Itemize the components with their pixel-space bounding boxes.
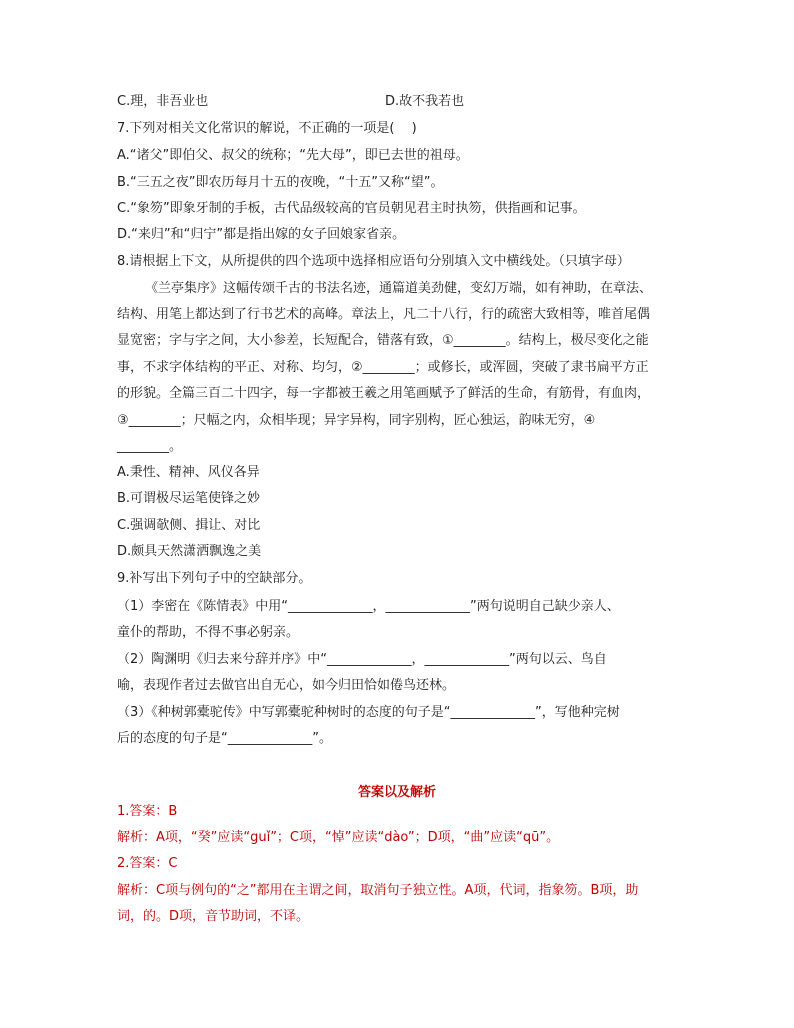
answers-title: 答案以及解析 xyxy=(357,785,436,800)
q9-item-line: 童仆的帮助，不得不事必躬亲。 xyxy=(117,625,300,640)
q8-passage-line: 《兰亭集序》这幅传颂千古的书法名迹，通篇道美劲健，变幻万端，如有神助，在章法、 xyxy=(145,281,653,296)
q6-option-c: C.理，非吾业也 xyxy=(117,94,209,109)
q8-passage-line: 的形貌。全篇三百二十四字，每一字都被王羲之用笔画赋予了鲜活的生命，有筋骨，有血肉， xyxy=(117,386,651,401)
q8-option-c: C.强调欹侧、揖让、对比 xyxy=(117,518,261,533)
q8-passage-line: 结构、用笔上都达到了行书艺术的高峰。章法上，凡二十八行，行的疏密大致相等，唯首尾偶 xyxy=(117,307,651,322)
q7-stem: 7.下列对相关文化常识的解说，不正确的一项是( ) xyxy=(117,121,417,136)
q8-option-d: D.颇具天然潇洒飘逸之美 xyxy=(117,544,262,559)
q8-passage-line: ③________；尺幅之内，众相毕现；异字异构，同字别构，匠心独运，韵味无穷，④ xyxy=(117,413,596,428)
q9-stem: 9.补写出下列句子中的空缺部分。 xyxy=(117,571,312,586)
q7-option-d: D.“来归”和“归宁”都是指出嫁的女子回娘家省亲。 xyxy=(117,227,406,242)
q8-passage-line: 显宽密；字与字之间，大小参差，长短配合，错落有致，①________。结构上，极尽变化之能 xyxy=(117,333,649,348)
explanation-2: 解析：C项与例句的“之”都用在主谓之间，取消句子独立性。A项，代词，指象笏。B项，助 xyxy=(117,883,639,898)
explanation-2-cont: 词，的。D项，音节助词，不译。 xyxy=(117,909,310,924)
q7-option-b: B.“三五之夜”即农历每月十五的夜晚，“十五”又称“望”。 xyxy=(117,175,444,190)
q7-option-a: A.“诸父”即伯父、叔父的统称；“先大母”，即已去世的祖母。 xyxy=(117,148,469,163)
q6-option-d: D.故不我若也 xyxy=(385,94,465,109)
q8-passage-line: 事，不求字体结构的平正、对称、均匀，②________；或修长，或浑圆，突破了隶书扁平方正 xyxy=(117,360,649,375)
answer-2: 2.答案：C xyxy=(117,856,178,871)
q7-option-c: C.“象笏”即象牙制的手板，古代品级较高的官员朝见君主时执笏，供指画和记事。 xyxy=(117,201,586,216)
q8-passage-line: ________。 xyxy=(117,439,183,454)
q9-item-line: （1）李密在《陈情表》中用“_____________，_____________”两句说明自己缺少亲人、 xyxy=(117,599,620,614)
answer-1: 1.答案：B xyxy=(117,804,178,819)
q8-option-b: B.可谓极尽运笔使锋之妙 xyxy=(117,491,261,506)
q8-stem: 8.请根据上下文，从所提供的四个选项中选择相应语句分别填入文中横线处。（只填字母） xyxy=(117,254,630,269)
explanation-1: 解析：A项，“癸”应读“guǐ”；C项，“悼”应读“dào”；D项，“曲”应读“qū”。 xyxy=(117,830,560,845)
q9-item-line: 喻，表现作者过去做官出自无心，如今归田恰如倦鸟还林。 xyxy=(117,678,456,693)
q8-option-a: A.秉性、精神、风仪各异 xyxy=(117,465,260,480)
q9-item-line: 后的态度的句子是“_____________”。 xyxy=(117,731,332,746)
q6-options-row xyxy=(117,93,464,111)
q9-item-line: （3）《种树郭橐驼传》中写郭橐驼种树时的态度的句子是“_____________”，写他种完树 xyxy=(117,705,620,720)
q9-item-line: （2）陶渊明《归去来兮辞并序》中“_____________，_____________”两句以云、鸟自 xyxy=(117,652,607,667)
